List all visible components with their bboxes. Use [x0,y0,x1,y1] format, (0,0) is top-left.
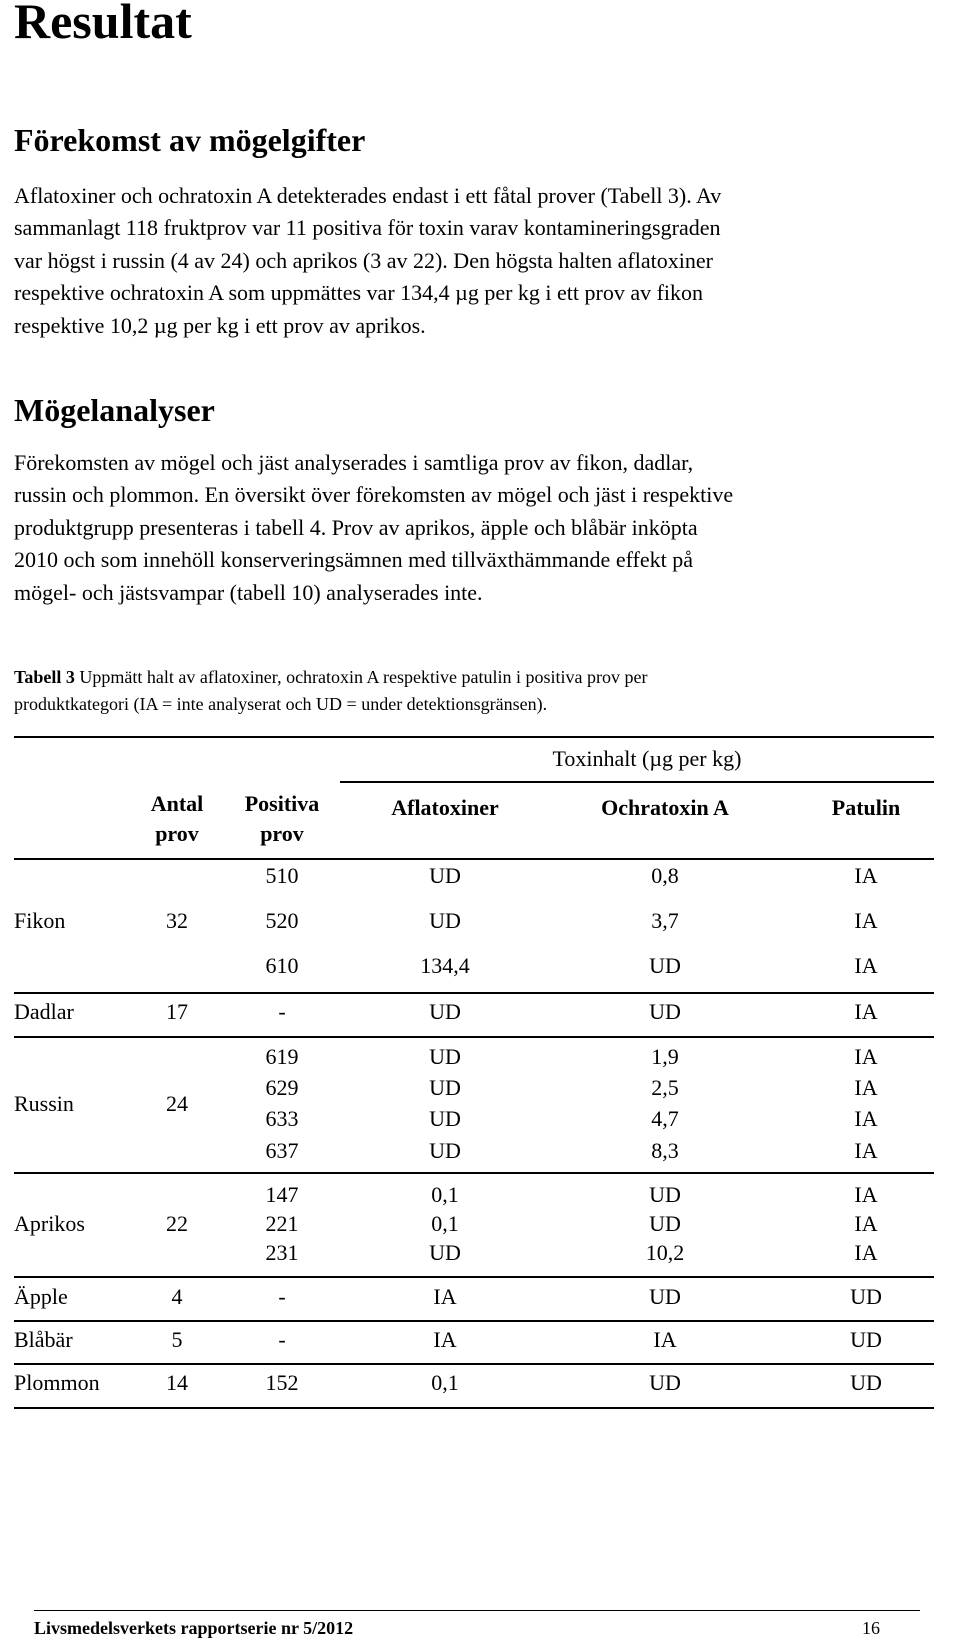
aprikos-patulin: IA [854,1240,878,1265]
row-label-apple: Äpple [14,1284,68,1309]
plommon-antal: 14 [166,1370,188,1395]
fikon-antal: 32 [166,908,188,933]
paragraph-line: russin och plommon. En översikt över förekomsten av mögel och jäst i respektive [14,482,734,508]
row-separator [14,1363,934,1365]
aprikos-ochratoxin: UD [649,1211,681,1236]
row-separator [14,1036,934,1038]
paragraph-line: Aflatoxiner och ochratoxin A detekterades endast i ett fåtal prover (Tabell 3). Av [14,183,722,208]
paragraph-line: produktgrupp presenteras i tabell 4. Prov av aprikos, äpple och blåbär inköpta [14,514,698,540]
header-line: Antal [150,791,204,816]
aprikos-aflatoxiner: UD [429,1240,461,1265]
russin-ochratoxin: 1,9 [651,1044,679,1069]
russin-aflatoxiner: UD [429,1106,461,1131]
row-separator [14,1172,934,1174]
row-label-aprikos: Aprikos [14,1211,85,1236]
group-header-toxinhalt: Toxinhalt (µg per kg) [552,746,742,771]
apple-aflatoxiner: IA [433,1284,457,1309]
fikon-ochratoxin: UD [649,953,681,978]
russin-ochratoxin: 4,7 [651,1106,679,1131]
footer-rule [34,1610,920,1611]
russin-aflatoxiner: UD [429,1044,461,1069]
page-title: Resultat [14,0,192,49]
fikon-positiva: 510 [265,863,299,888]
apple-ochratoxin: UD [649,1284,681,1309]
header-line: prov [155,821,199,846]
row-label-blabar: Blåbär [14,1327,73,1352]
aprikos-ochratoxin: 10,2 [645,1240,685,1265]
russin-positiva: 633 [265,1106,299,1131]
aprikos-antal: 22 [166,1211,188,1236]
table-top-rule [14,736,934,738]
section-heading-mogelanalyser: Mögelanalyser [14,392,215,428]
dadlar-ochratoxin: UD [649,999,681,1024]
fikon-positiva: 520 [265,908,299,933]
caption-label: Tabell 3 [14,667,75,687]
russin-patulin: IA [854,1138,878,1163]
blabar-aflatoxiner: IA [433,1327,457,1352]
dadlar-aflatoxiner: UD [429,999,461,1024]
russin-aflatoxiner: UD [429,1075,461,1100]
apple-patulin: UD [850,1284,882,1309]
header-aflatoxiner: Aflatoxiner [391,795,499,820]
blabar-antal: 5 [171,1327,183,1352]
russin-positiva: 629 [265,1075,299,1100]
russin-patulin: IA [854,1106,878,1131]
row-label-dadlar: Dadlar [14,999,74,1024]
paragraph-line: respektive ochratoxin A som uppmättes var 134,4 µg per kg i ett prov av fikon [14,280,704,306]
fikon-patulin: IA [854,953,878,978]
dadlar-positiva: - [278,999,286,1024]
row-label-russin: Russin [14,1091,74,1116]
fikon-positiva: 610 [265,953,299,978]
aprikos-patulin: IA [854,1211,878,1236]
aprikos-positiva: 147 [265,1182,299,1207]
table-bottom-rule [14,1407,934,1409]
footer-series: Livsmedelsverkets rapportserie nr 5/2012 [34,1618,354,1638]
row-separator [14,1276,934,1278]
russin-aflatoxiner: UD [429,1138,461,1163]
aprikos-aflatoxiner: 0,1 [431,1211,459,1236]
plommon-positiva: 152 [265,1370,299,1395]
plommon-ochratoxin: UD [649,1370,681,1395]
blabar-patulin: UD [850,1327,882,1352]
paragraph-line: mögel- och jästsvampar (tabell 10) analyserades inte. [14,579,483,605]
apple-antal: 4 [171,1284,183,1309]
dadlar-antal: 17 [166,999,188,1024]
plommon-aflatoxiner: 0,1 [431,1370,459,1395]
header-antal-prov [151,789,204,849]
fikon-aflatoxiner: UD [429,863,461,888]
row-label-plommon: Plommon [14,1370,100,1395]
header-line: Positiva [244,791,320,816]
fikon-aflatoxiner: 134,4 [420,953,470,978]
caption-text: Uppmätt halt av aflatoxiner, ochratoxin A respektive patulin i positiva prov per [74,667,648,687]
group-header-rule [340,781,934,783]
fikon-aflatoxiner: UD [429,908,461,933]
fikon-ochratoxin: 0,8 [651,863,679,888]
plommon-patulin: UD [850,1370,882,1395]
fikon-patulin: IA [854,863,878,888]
russin-patulin: IA [854,1044,878,1069]
header-positiva-prov [245,789,320,849]
russin-ochratoxin: 8,3 [651,1138,679,1163]
header-ochratoxin: Ochratoxin A [601,795,729,820]
aprikos-positiva: 231 [265,1240,299,1265]
fikon-patulin: IA [854,908,878,933]
aprikos-positiva: 221 [265,1211,299,1236]
paragraph-line: respektive 10,2 µg per kg i ett prov av aprikos. [14,312,426,338]
aprikos-patulin: IA [854,1182,878,1207]
aprikos-ochratoxin: UD [649,1182,681,1207]
blabar-positiva: - [278,1327,286,1352]
russin-antal: 24 [166,1091,188,1116]
apple-positiva: - [278,1284,286,1309]
paragraph-line: sammanlagt 118 fruktprov var 11 positiva för toxin varav kontamineringsgraden [14,215,721,241]
fikon-ochratoxin: 3,7 [651,908,679,933]
aprikos-aflatoxiner: 0,1 [431,1182,459,1207]
russin-patulin: IA [854,1075,878,1100]
russin-positiva: 619 [265,1044,299,1069]
blabar-ochratoxin: IA [653,1327,677,1352]
header-patulin: Patulin [831,795,901,820]
paragraph-line: var högst i russin (4 av 24) och aprikos (3 av 22). Den högsta halten aflatoxiner [14,247,713,273]
section-heading-mykotoxiner: Förekomst av mögelgifter [14,122,366,158]
page-number: 16 [862,1618,880,1638]
paragraph-line: 2010 och som innehöll konserveringsämnen med tillväxthämmande effekt på [14,547,693,573]
row-label-fikon: Fikon [14,908,66,933]
paragraph-line: Förekomsten av mögel och jäst analyserades i samtliga prov av fikon, dadlar, [14,450,694,475]
row-separator [14,992,934,994]
header-bottom-rule [14,858,934,860]
russin-positiva: 637 [265,1138,299,1163]
caption-line: produktkategori (IA = inte analyserat och UD = under detektionsgränsen). [14,694,548,714]
header-line: prov [260,821,304,846]
russin-ochratoxin: 2,5 [651,1075,679,1100]
row-separator [14,1320,934,1322]
dadlar-patulin: IA [854,999,878,1024]
